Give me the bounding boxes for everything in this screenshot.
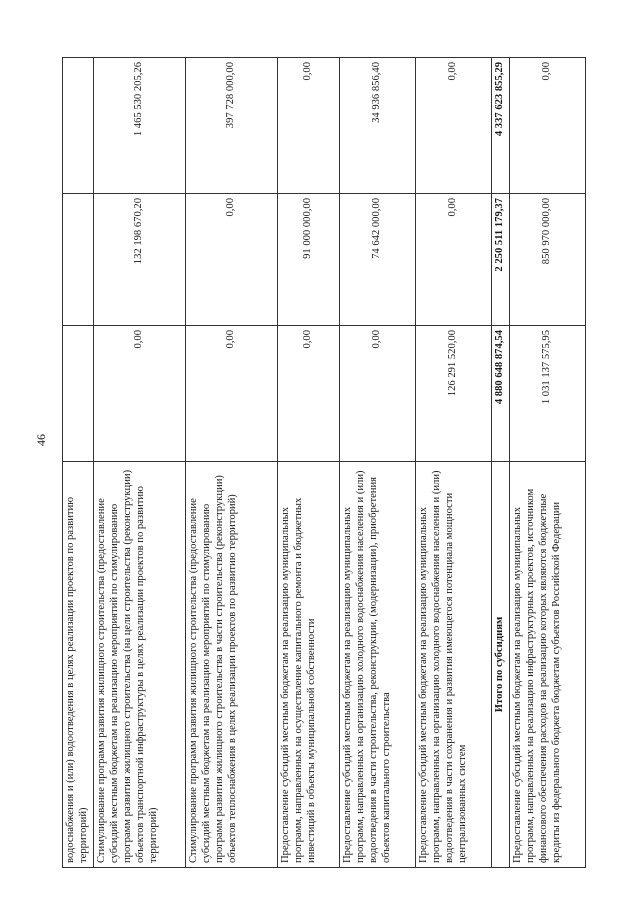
row-value-col2: 74 642 000,00 [339, 194, 415, 326]
row-description: водоснабжения и (или) водоотведения в целях реализации проектов по развитию территорий) [63, 462, 94, 868]
table-row [63, 58, 94, 868]
row-value-col1: 126 291 520,00 [415, 326, 491, 462]
subsidies-table [62, 57, 586, 868]
row-value-col1: 0,00 [277, 326, 339, 462]
row-value-col1: 1 031 137 575,95 [509, 326, 585, 462]
page-number: 46 [34, 434, 48, 446]
total-row [491, 58, 509, 868]
row-value-col1: 0,00 [185, 326, 277, 462]
row-value-col3: 1 465 530 205,26 [93, 58, 185, 194]
row-value-col1 [63, 326, 94, 462]
row-value-col3: 0,00 [415, 58, 491, 194]
row-value-col2: 91 000 000,00 [277, 194, 339, 326]
row-value-col1: 0,00 [93, 326, 185, 462]
row-value-col2: 0,00 [415, 194, 491, 326]
row-description: Предоставление субсидий местным бюджетам на реализацию муниципальных программ, направленных на осуществление капитального ремонта и бюджетных инвестиций в объекты муниципальной собственности [277, 462, 339, 868]
row-value-col2: 850 970 000,00 [509, 194, 585, 326]
row-value-col3: 397 728 000,00 [185, 58, 277, 194]
row-value-col3: 0,00 [277, 58, 339, 194]
row-value-col3 [63, 58, 94, 194]
table-row [415, 58, 491, 868]
table-row [509, 58, 585, 868]
row-description: Стимулирование программ развития жилищного строительства (предоставление субсидий местным бюджетам на реализацию мероприятий по стимулированию программ развития жилищного строительства (на цели строительства (реконструкции) объектов транспортной инфраструктуры в целях реализации проектов по развитию территорий) [93, 462, 185, 868]
table-row [93, 58, 185, 868]
total-label: Итого по субсидиям [491, 462, 509, 868]
total-value-col2: 2 250 511 179,37 [491, 194, 509, 326]
table-row [339, 58, 415, 868]
total-value-col3: 4 337 623 855,29 [491, 58, 509, 194]
total-value-col1: 4 880 648 874,54 [491, 326, 509, 462]
row-description: Предоставление субсидий местным бюджетам на реализацию муниципальных программ, направленных на организацию холодного водоснабжения населения и (или) водоотведения в части сохранения и развития имеющегося потенциала мощности централизованных систем [415, 462, 491, 868]
table-row [277, 58, 339, 868]
row-description: Предоставление субсидий местным бюджетам на реализацию муниципальных программ, направленных на реализацию инфраструктурных проектов, источником финансового обеспечения расходов на реализацию которых являются бюджетные кредиты из федерального бюджета бюджетам субъектов Российской Федерации [509, 462, 585, 868]
row-value-col1: 0,00 [339, 326, 415, 462]
row-description: Предоставление субсидий местным бюджетам на реализацию муниципальных программ, направленных на организацию холодного водоснабжения населения и (или) водоотведения в части строительства, реконструкции, (модернизации), приобретения объектов капитального строительства [339, 462, 415, 868]
row-value-col3: 34 936 856,40 [339, 58, 415, 194]
table-row [185, 58, 277, 868]
row-value-col2 [63, 194, 94, 326]
rotated-table-container [62, 58, 562, 868]
row-value-col2: 132 198 670,20 [93, 194, 185, 326]
row-value-col3: 0,00 [509, 58, 585, 194]
row-value-col2: 0,00 [185, 194, 277, 326]
row-description: Стимулирование программ развития жилищного строительства (предоставление субсидий местным бюджетам на реализацию мероприятий по стимулированию программ развития жилищного строительства в части строительства (реконструкции) объектов теплоснабжения в целях реализации проектов по развитию территорий) [185, 462, 277, 868]
